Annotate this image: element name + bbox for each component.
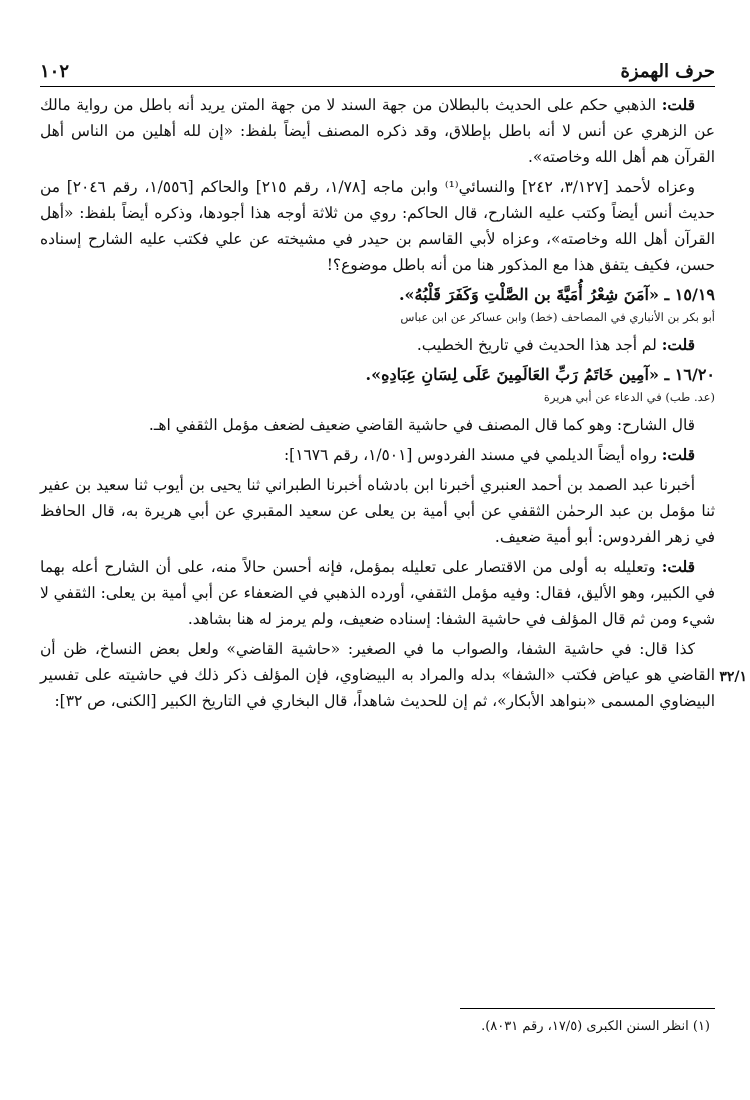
qultu-label: قلت:	[661, 558, 695, 576]
page-body	[40, 92, 747, 1040]
paragraph-text: وتعليله به أولى من الاقتصار على تعليله بمؤمل، فإنه أحسن حالاً منه، على أن الشارح أعله بهما في الكبير، وهو الأليق، فقال: وفيه مؤمل الثقفي، أورده الذهبي في الضعفاء عن أبي أمية بن يعلى: الثقفي لا شيء ومن ثم قال المؤلف في حاشية الشفا: إسناده ضعيف، ولم يرمز له هنا بشاهد.	[40, 558, 715, 628]
hadith-15-19: ١٥/١٩ ـ «آمَنَ شِعْرُ أُمَيَّةَ بن الصَّلْتِ وَكَفَرَ قَلْبُهُ».	[398, 285, 715, 304]
paragraph-8: كذا قال: في حاشية الشفا، والصواب ما في الصغير: «حاشية القاضي» ولعل بعض النساخ، ظن أن القاضي هو عياض فكتب «الشفا» بدله والمراد به البيضاوي، فإن المؤلف ذكر ذلك في حاشيته على تفسير البيضاوي المسمى «بنواهد الأبكار»، ثم إن للحديث شاهداً، قال البخاري في التاريخ الكبير [الكنى، ص ٣٢]:	[40, 640, 715, 710]
margin-note: ٣٢/١	[719, 669, 747, 685]
paragraph-4: قال الشارح: وهو كما قال المصنف في حاشية القاضي ضعيف لضعف مؤمل الثقفي اهـ.	[148, 416, 695, 434]
paragraph-8-wrapper	[40, 636, 747, 714]
footnote-divider	[460, 1008, 715, 1009]
paragraph-1	[40, 92, 715, 170]
paragraph-6: أخبرنا عبد الصمد بن أحمد العنبري أخبرنا ابن بادشاه أخبرنا الطبراني ثنا يحيى بن أيوب ثنا سعيد بن عفير ثنا مؤمل بن عبد الرحمٰن الثقفي عن أبي أمية بن يعلى عن سعيد المقبري عن أبي هريرة به، قال الحافظ في زهر الفردوس: أبو أمية ضعيف.	[40, 476, 715, 546]
qultu-label: قلت:	[661, 336, 695, 354]
paragraph-3	[40, 332, 715, 358]
qultu-label: قلت:	[661, 96, 695, 114]
running-title: حرف الهمزة	[620, 61, 715, 82]
paragraph-text: الذهبي حكم على الحديث بالبطلان من جهة السند لا من جهة المتن يريد أنه باطل من رواية مالك عن الزهري عن أنس لا أنه باطل بإطلاق، وقد ذكره المصنف أيضاً بلفظ: «إن لله أهلين من الناس أهل القرآن هم أهل الله وخاصته».	[40, 96, 715, 166]
paragraph-text: لم أجد هذا الحديث في تاريخ الخطيب.	[416, 336, 662, 354]
paragraph-2: وعزاه لأحمد [٣/١٢٧، ٢٤٢] والنسائي⁽¹⁾ وابن ماجه [١/٧٨، رقم ٢١٥] والحاكم [١/٥٥٦، رقم ٢٠٤٦] من حديث أنس أيضاً وكتب عليه الشارح، قال الحاكم: روي من ثلاثة أوجه هذا أجودها، وذكره أيضاً بلفظ: «أهل القرآن أهل الله وخاصته»، وعزاه لأبي القاسم بن حيدر في مشيخته عن علي فكتب عليه الشارح إسناده حسن، فكيف يتفق هذا مع المذكور هنا من أنه باطل موضوع؟!	[40, 178, 715, 274]
page-header	[40, 52, 715, 87]
hadith-16-20-reference: (عد. طب) في الدعاء عن أبي هريرة	[543, 390, 715, 404]
page-number: ١٠٢	[40, 61, 70, 82]
footnote: (١) انظر السنن الكبرى (١٧/٥، رقم ٨٠٣١).	[481, 1019, 710, 1034]
paragraph-text: رواه أيضاً الديلمي في مسند الفردوس [١/٥٠١، رقم ١٦٧٦]:	[284, 446, 662, 464]
qultu-label: قلت:	[661, 446, 695, 464]
hadith-16-20: ١٦/٢٠ ـ «آمِين خَاتَمُ رَبِّ العَالَمِينَ عَلَى لِسَانِ عِبَادِهِ».	[365, 365, 715, 384]
paragraph-7	[40, 554, 715, 632]
paragraph-5	[40, 442, 715, 468]
hadith-15-19-reference: أبو بكر بن الأنباري في المصاحف (خط) وابن عساكر عن ابن عباس	[400, 310, 715, 324]
